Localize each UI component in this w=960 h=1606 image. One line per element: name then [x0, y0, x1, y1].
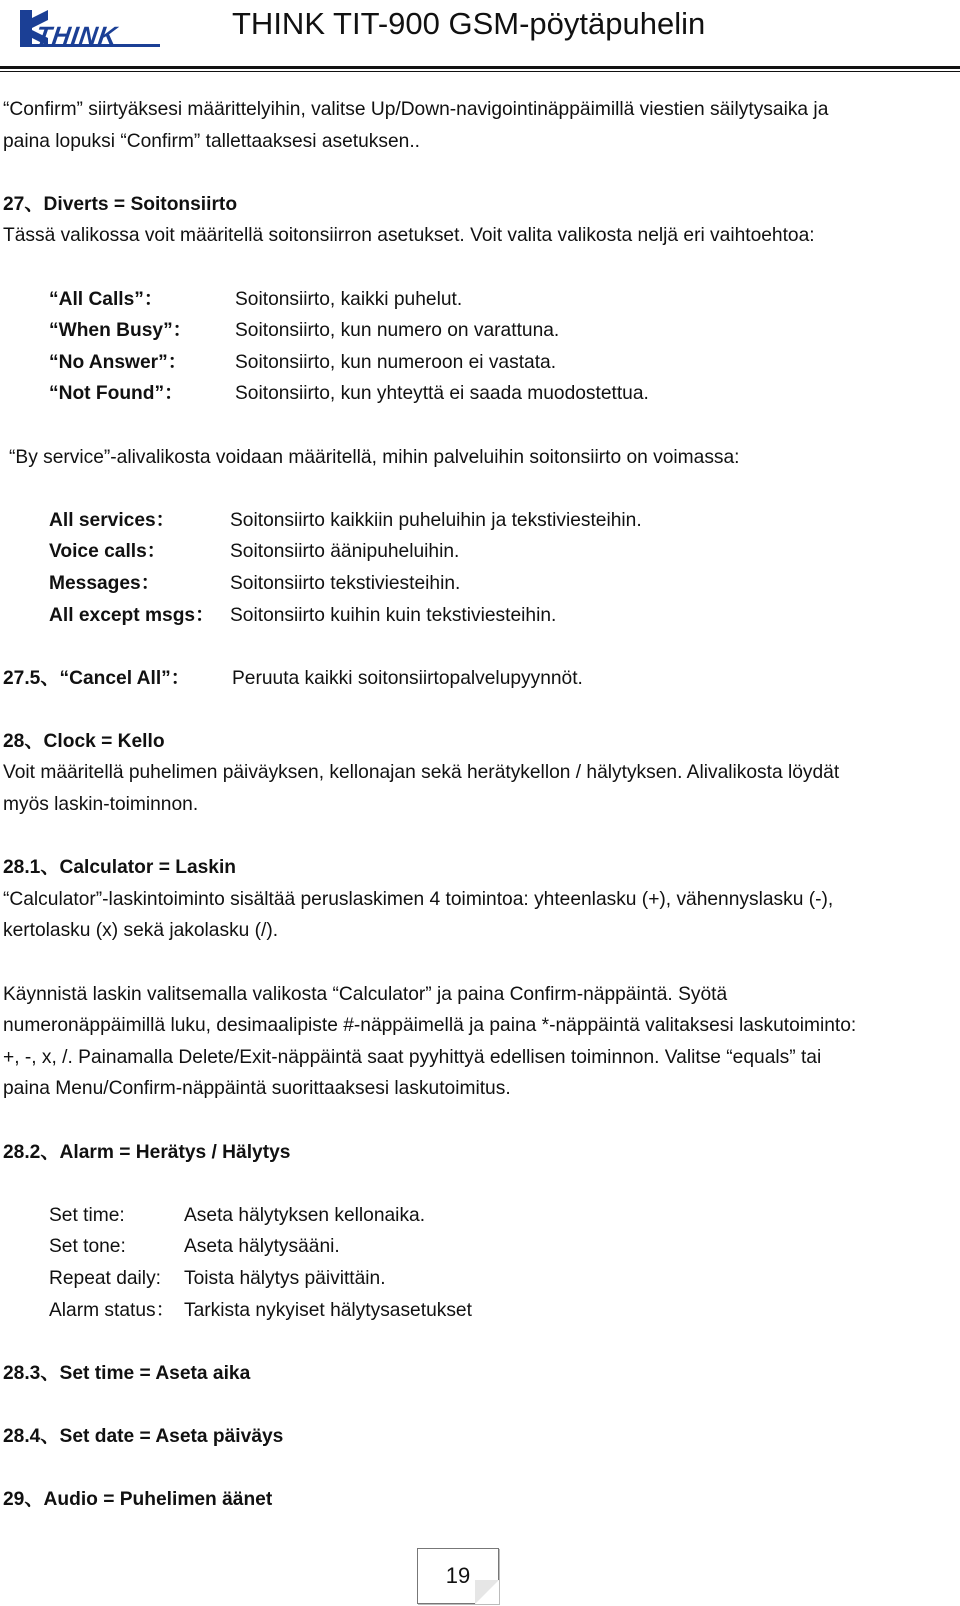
- divert-option: [3, 284, 953, 316]
- section-28-description: myös laskin-toiminnon.: [3, 794, 199, 816]
- divert-option: [3, 378, 953, 410]
- alarm-label: Set tone:: [49, 1236, 126, 1258]
- service-option: [3, 600, 953, 632]
- section-28-description: Voit määritellä puhelimen päiväyksen, kellonajan sekä herätykellon / hälytyksen. Alivalikosta löydät: [3, 762, 840, 784]
- service-label: Voice calls：: [49, 541, 166, 563]
- section-heading-28-1: 28.1、Calculator = Laskin: [3, 857, 237, 879]
- header-rule-thin: [0, 71, 960, 72]
- service-option: [3, 568, 953, 600]
- alarm-text: Aseta hälytysääni.: [184, 1236, 340, 1258]
- calculator-paragraph: kertolasku (x) sekä jakolasku (/).: [3, 920, 279, 942]
- intro-line: paina lopuksi “Confirm” tallettaaksesi asetuksen..: [3, 130, 420, 152]
- service-option: [3, 536, 953, 568]
- alarm-text: Tarkista nykyiset hälytysasetukset: [184, 1299, 472, 1321]
- section-heading-29: 29、Audio = Puhelimen äänet: [3, 1489, 273, 1511]
- option-label: “When Busy”：: [49, 320, 192, 342]
- calculator-paragraph: paina Menu/Confirm-näppäintä suorittaaksesi laskutoimitus.: [3, 1078, 511, 1100]
- divert-option: [3, 347, 953, 379]
- option-text: Soitonsiirto, kun yhteyttä ei saada muodostettua.: [235, 383, 649, 405]
- service-text: Soitonsiirto kuihin kuin tekstiviesteihin.: [230, 604, 557, 626]
- think-logo: [18, 6, 163, 50]
- service-label: All services：: [49, 509, 175, 531]
- option-text: Soitonsiirto, kun numeroon ei vastata.: [235, 351, 557, 373]
- divert-option: [3, 315, 953, 347]
- cancel-all-row: [3, 663, 953, 695]
- calculator-paragraph: numeronäppäimillä luku, desimaalipiste #-näppäimellä ja paina *-näppäintä valitaksesi laskutoiminto:: [3, 1015, 857, 1037]
- option-text: Soitonsiirto, kun numero on varattuna.: [235, 320, 560, 342]
- alarm-option: [3, 1231, 953, 1263]
- page-header: [0, 0, 960, 70]
- alarm-label: Repeat daily:: [49, 1267, 161, 1289]
- service-text: Soitonsiirto tekstiviesteihin.: [230, 572, 461, 594]
- calculator-paragraph: Käynnistä laskin valitsemalla valikosta “Calculator” ja paina Confirm-näppäintä. Syötä: [3, 983, 728, 1005]
- calculator-paragraph: +, -, x, /. Painamalla Delete/Exit-näppäintä saat pyyhittyä edellisen toiminnon. Valitse “equals” tai: [3, 1046, 822, 1068]
- section-heading-28-3: 28.3、Set time = Aseta aika: [3, 1362, 251, 1384]
- service-text: Soitonsiirto kaikkiin puheluihin ja tekstiviesteihin.: [230, 509, 642, 531]
- service-option: [3, 505, 953, 537]
- logo-wordmark: THINK: [34, 22, 120, 50]
- alarm-text: Toista hälytys päivittäin.: [184, 1267, 386, 1289]
- service-text: Soitonsiirto äänipuheluihin.: [230, 541, 460, 563]
- alarm-option: [3, 1295, 953, 1327]
- option-label: “Not Found”：: [49, 383, 184, 405]
- section-27-description: Tässä valikossa voit määritellä soitonsiirron asetukset. Voit valita valikosta neljä eri vaihtoehtoa:: [3, 225, 815, 247]
- page-fold-icon: [475, 1580, 499, 1604]
- section-heading-28-2: 28.2、Alarm = Herätys / Hälytys: [3, 1141, 291, 1163]
- intro-line: “Confirm” siirtyäksesi määrittelyihin, valitse Up/Down-navigointinäppäimillä viestien säilytysaika ja: [3, 99, 829, 120]
- section-heading-28-4: 28.4、Set date = Aseta päiväys: [3, 1425, 284, 1447]
- section-heading-27: 27、Diverts = Soitonsiirto: [3, 193, 238, 215]
- alarm-label: Alarm status：: [49, 1299, 175, 1321]
- by-service-description: “By service”-alivalikosta voidaan määritellä, mihin palveluihin soitonsiirto on voimassa:: [9, 446, 740, 468]
- option-text: Soitonsiirto, kaikki puhelut.: [235, 288, 463, 310]
- page-number: 19: [445, 1563, 471, 1588]
- cancel-all-label: 27.5、“Cancel All”：: [3, 667, 190, 689]
- document-title: THINK TIT-900 GSM-pöytäpuhelin: [232, 6, 706, 41]
- service-label: All except msgs：: [49, 604, 215, 626]
- alarm-text: Aseta hälytyksen kellonaika.: [184, 1204, 426, 1226]
- cancel-all-text: Peruuta kaikki soitonsiirtopalvelupyynnöt.: [232, 667, 583, 689]
- service-label: Messages：: [49, 572, 160, 594]
- header-rule: [0, 66, 960, 69]
- calculator-paragraph: “Calculator”-laskintoiminto sisältää peruslaskimen 4 toimintoa: yhteenlasku (+), vähennyslasku (-),: [3, 888, 834, 910]
- option-label: “All Calls”：: [49, 288, 164, 310]
- alarm-option: [3, 1263, 953, 1295]
- alarm-option: [3, 1200, 953, 1232]
- page-body: [3, 94, 953, 1516]
- alarm-label: Set time:: [49, 1204, 125, 1226]
- page-number-box: [417, 1548, 499, 1604]
- section-heading-28: 28、Clock = Kello: [3, 730, 165, 752]
- option-label: “No Answer”：: [49, 351, 187, 373]
